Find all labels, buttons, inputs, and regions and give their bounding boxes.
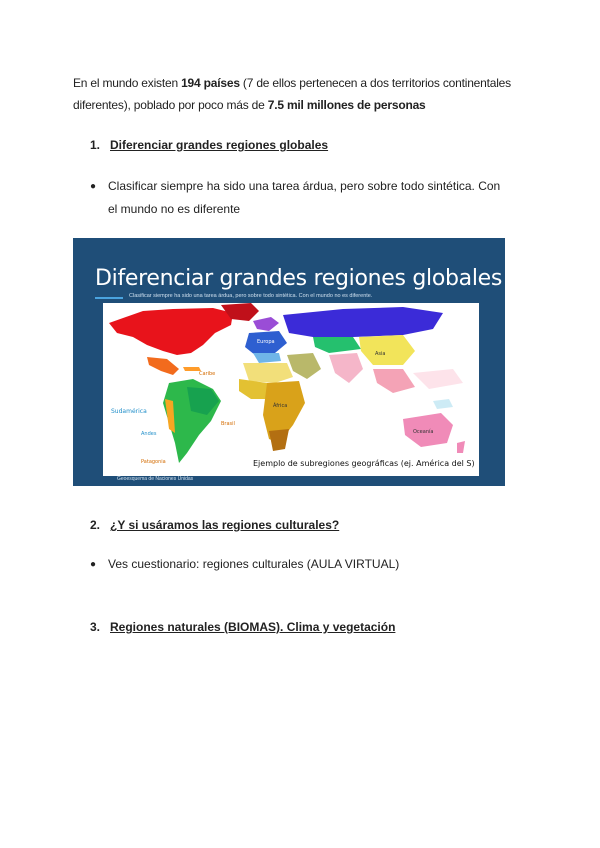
intro-text-1: En el mundo existen (73, 76, 182, 90)
bullet-icon: ● (90, 559, 97, 570)
section-title: Regiones naturales (BIOMAS). Clima y vegetación (110, 620, 396, 634)
slide-footer: Geoesquema de Naciones Unidas (117, 476, 194, 482)
intro-text-2: (7 de ellos pertenecen a dos territorios continentales diferentes), poblado por poco más de (73, 76, 511, 112)
intro-paragraph (73, 72, 533, 116)
section-number: 2. (90, 518, 101, 532)
slide-caption: Ejemplo de subregiones geográficas (ej. América del S) (253, 459, 475, 468)
slide-title-rule (95, 297, 123, 299)
map-label-caribe: Caribe (199, 371, 216, 377)
bullet-item (90, 553, 510, 576)
section-title: ¿Y si usáramos las regiones culturales? (110, 518, 340, 532)
section-number: 3. (90, 620, 101, 634)
map-label-asia: Asia (375, 351, 386, 357)
map-label-africa: África (273, 403, 288, 409)
bullet-icon: ● (90, 181, 97, 192)
bullet-text: Clasificar siempre ha sido una tarea árdua, pero sobre todo sintética. Con el mundo no es diferente (108, 179, 501, 216)
slide-title: Diferenciar grandes regiones globales (95, 266, 503, 291)
world-map (103, 303, 479, 476)
map-label-andes: Andes (141, 431, 157, 437)
section-number: 1. (90, 138, 101, 152)
map-label-brasil: Brasil (221, 421, 235, 427)
section-heading-1 (90, 138, 328, 152)
bullet-text: Ves cuestionario: regiones culturales (AULA VIRTUAL) (108, 557, 400, 571)
world-map-svg (103, 303, 479, 476)
intro-population: 7.5 mil millones de personas (267, 98, 426, 112)
slide-image (73, 238, 505, 486)
section-heading-3 (90, 620, 395, 634)
slide-subtitle: Clasificar siempre ha sido una tarea árdua, pero sobre todo sintética. Con el mundo no es diferente. (129, 293, 373, 299)
section-title: Diferenciar grandes regiones globales (110, 138, 329, 152)
map-label-europa: Europa (257, 339, 275, 345)
map-label-patagonia: Patagonia (141, 459, 166, 465)
intro-countries: 194 países (181, 76, 240, 90)
bullet-item (90, 175, 510, 221)
map-label-oceania: Oceanía (413, 429, 434, 435)
section-heading-2 (90, 518, 339, 532)
map-label-sudamerica: Sudamérica (111, 408, 147, 415)
